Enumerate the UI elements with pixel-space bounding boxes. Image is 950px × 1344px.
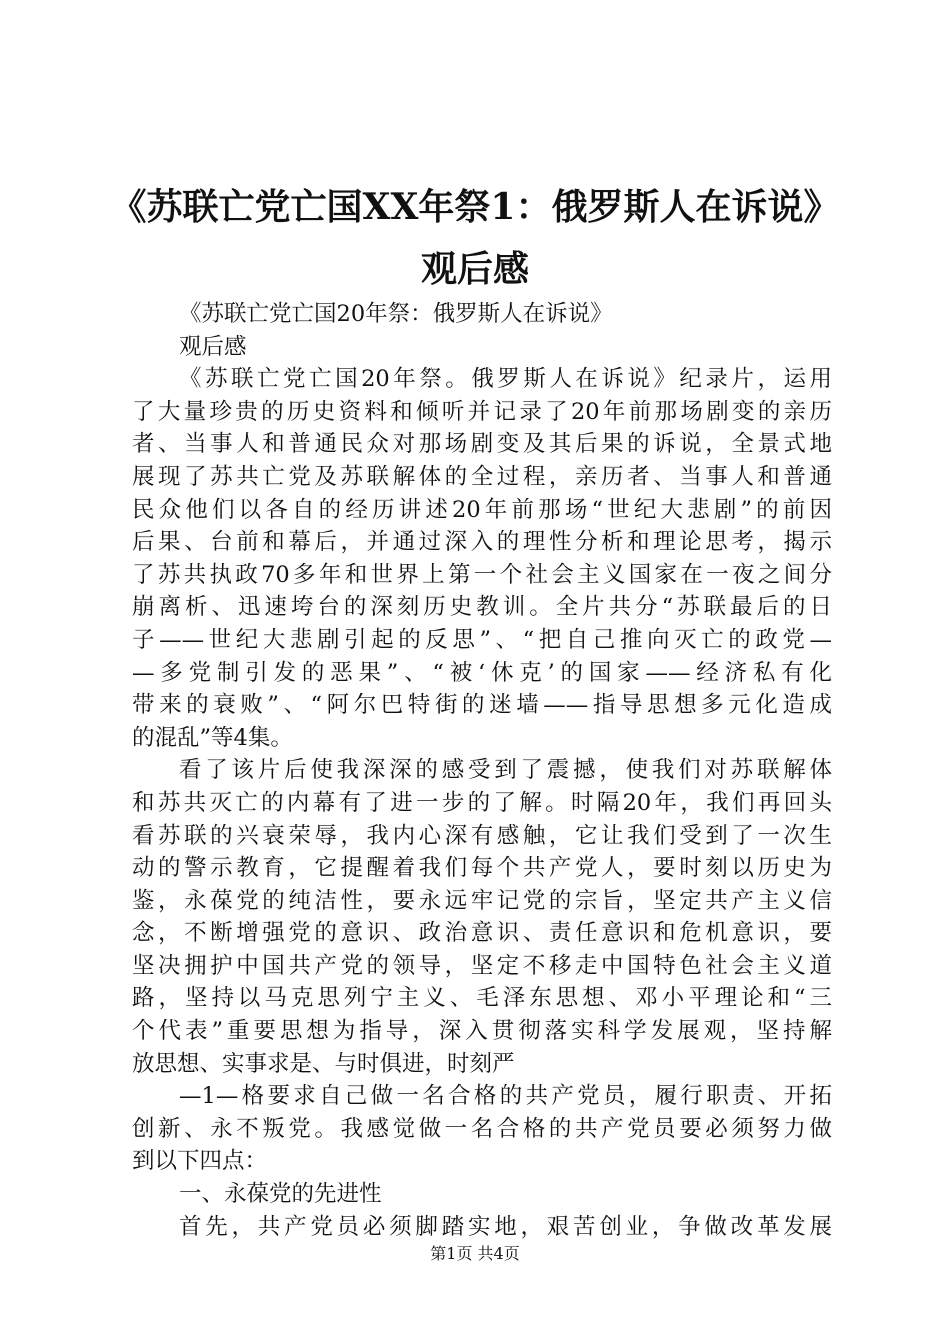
text-line: 了大量珍贵的历史资料和倾听并记录了20年前那场剧变的亲历 [132,398,832,425]
text-line: 带来的衰败”、“阿尔巴特街的迷墙——指导思想多元化造成 [132,692,832,719]
text-line: 动的警示教育，它提醒着我们每个共产党人，要时刻以历史为 [132,855,832,882]
text-line: 了苏共执政70多年和世界上第一个社会主义国家在一夜之间分 [132,561,832,588]
page-footer: 第1页 共4页 [430,1244,520,1263]
text-line: 个代表”重要思想为指导，深入贯彻落实科学发展观，坚持解 [132,1018,832,1045]
text-line: 展现了苏共亡党及苏联解体的全过程，亲历者、当事人和普通 [132,463,832,490]
text-line: 路，坚持以马克思列宁主义、毛泽东思想、邓小平理论和“三 [132,985,832,1012]
document-title-line-1: 《苏联亡党亡国XX年祭1：俄罗斯人在诉说》 [110,186,840,228]
text-line: 崩离析、迅速垮台的深刻历史教训。全片共分“苏联最后的日 [132,594,832,621]
text-line: 后果、台前和幕后，并通过深入的理性分析和理论思考，揭示 [132,529,832,556]
text-line: 看了该片后使我深深的感受到了震撼，使我们对苏联解体 [179,757,832,784]
text-line: —1—格要求自己做一名合格的共产党员，履行职责、开拓 [179,1083,832,1110]
text-line: 一、永葆党的先进性 [179,1181,382,1208]
text-line: 和苏共灭亡的内幕有了进一步的了解。时隔20年，我们再回头 [132,789,832,816]
document-body [132,298,832,1243]
text-line: 民众他们以各自的经历讲述20年前那场“世纪大悲剧”的前因 [132,496,832,523]
text-line: 看苏联的兴衰荣辱，我内心深有感触，它让我们受到了一次生 [132,822,832,849]
text-line: 放思想、实事求是、与时俱进，时刻严 [132,1050,515,1077]
text-line: 鉴，永葆党的纯洁性，要永远牢记党的宗旨，坚定共产主义信 [132,887,832,914]
text-line: 《苏联亡党亡国20年祭。俄罗斯人在诉说》纪录片，运用 [179,366,832,393]
text-line: 到以下四点： [132,1148,268,1175]
text-line: 子——世纪大悲剧引起的反思”、“把自己推向灭亡的政党— [132,626,832,653]
text-line: 念，不断增强党的意识、政治意识、责任意识和危机意识，要 [132,920,832,947]
text-line: 《苏联亡党亡国20年祭：俄罗斯人在诉说》 [179,301,613,327]
text-line: 首先，共产党员必须脚踏实地，艰苦创业，争做改革发展 [179,1213,832,1240]
text-line: 的混乱”等4集。 [132,724,293,751]
text-line: —多党制引发的恶果”、“被‘休克’的国家——经济私有化 [132,659,832,686]
text-line: 创新、永不叛党。我感觉做一名合格的共产党员要必须努力做 [132,1115,832,1142]
text-line: 者、当事人和普通民众对那场剧变及其后果的诉说，全景式地 [132,431,832,458]
text-line: 观后感 [179,333,247,360]
document-title-line-2: 观后感 [420,248,529,290]
text-line: 坚决拥护中国共产党的领导，坚定不移走中国特色社会主义道 [132,952,832,979]
